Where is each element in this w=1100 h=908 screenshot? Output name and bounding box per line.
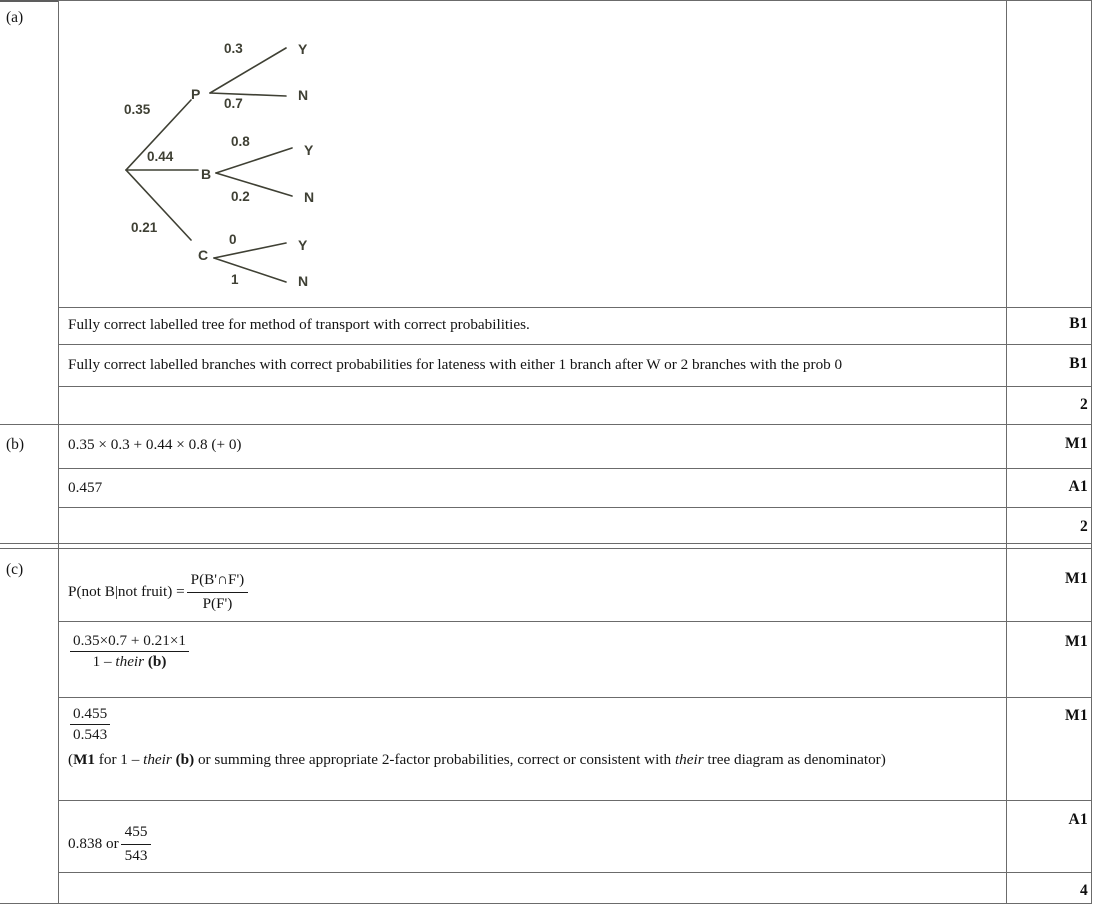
row-c1-fraction bbox=[187, 570, 249, 614]
row-b2-mark: A1 bbox=[1068, 478, 1088, 495]
row-c2-denominator bbox=[70, 652, 189, 671]
border-bottom bbox=[0, 903, 1092, 904]
branch-p-to-n bbox=[210, 93, 286, 96]
row-a2-text: Fully correct labelled branches with correct probabilities for lateness with either 1 branch after W or 2 branches with the prob 0 bbox=[68, 356, 843, 373]
row-b1-mark: M1 bbox=[1065, 435, 1088, 452]
tree-prob-b-y: 0.8 bbox=[231, 134, 250, 149]
row-c3-note bbox=[68, 750, 988, 771]
row-c2-den-post: (b) bbox=[144, 653, 167, 670]
border-top-main bbox=[58, 0, 1092, 1]
rule-c-total-top bbox=[58, 872, 1092, 873]
rule-c-r3-top bbox=[58, 697, 1092, 698]
row-c1-mark: M1 bbox=[1065, 570, 1088, 587]
tree-prob-b-n: 0.2 bbox=[231, 189, 250, 204]
row-b-total-mark: 2 bbox=[1079, 518, 1088, 535]
tree-node-b: B bbox=[201, 166, 212, 182]
row-a-total-mark: 2 bbox=[1079, 396, 1088, 413]
rule-a-r1-top bbox=[58, 307, 1092, 308]
tree-node-c: C bbox=[198, 247, 209, 263]
row-c3-note-their2: their bbox=[674, 751, 704, 768]
row-c-total-mark: 4 bbox=[1079, 882, 1088, 899]
tree-prob-c-n: 1 bbox=[231, 272, 239, 287]
row-b2-answer: 0.457 bbox=[68, 479, 103, 496]
tree-prob-root-c: 0.21 bbox=[131, 220, 158, 235]
row-c2-mark: M1 bbox=[1065, 633, 1088, 650]
row-c1-lhs: P(not B|not fruit) = bbox=[68, 582, 185, 600]
row-c3-denominator: 0.543 bbox=[73, 726, 108, 743]
row-c1-fraction-denominator: P(F') bbox=[202, 594, 233, 612]
row-c1-formula bbox=[68, 570, 250, 614]
row-c2-den-their: their bbox=[115, 653, 145, 670]
row-c4-answer bbox=[68, 822, 153, 866]
row-c3-note-pre: ( bbox=[68, 751, 74, 768]
tree-prob-p-n: 0.7 bbox=[224, 96, 243, 111]
row-c3-note-mid4: tree diagram as denominator) bbox=[703, 751, 886, 768]
row-c3-note-mid1: for 1 – bbox=[95, 751, 144, 768]
rule-b-r2-top bbox=[58, 468, 1092, 469]
branch-b-to-y bbox=[216, 148, 292, 173]
tree-prob-c-y: 0 bbox=[229, 232, 237, 247]
tree-leaf-p-n: N bbox=[298, 87, 309, 103]
row-c3-numerator: 0.455 bbox=[70, 705, 110, 725]
row-a2-mark: B1 bbox=[1069, 355, 1088, 372]
row-c2-den-pre: 1 – bbox=[92, 653, 116, 670]
tree-prob-root-p: 0.35 bbox=[124, 102, 151, 117]
rule-c-r2-top bbox=[58, 621, 1092, 622]
branch-b-to-n bbox=[216, 173, 292, 196]
part-label-a: (a) bbox=[6, 9, 24, 26]
row-c3-fraction bbox=[70, 705, 110, 744]
row-c3-note-m1: M1 bbox=[73, 751, 95, 768]
row-c3-note-b: (b) bbox=[175, 751, 195, 768]
rule-section-b-c-upper bbox=[0, 543, 1092, 544]
tree-prob-root-b: 0.44 bbox=[147, 149, 174, 164]
rule-b-total-top bbox=[58, 507, 1092, 508]
row-c4-prefix: 0.838 or bbox=[68, 834, 119, 852]
row-c3-note-mid3: or summing three appropriate 2-factor probabilities, correct or consistent with bbox=[194, 751, 675, 768]
rule-section-b-c-lower bbox=[0, 548, 1092, 549]
row-c4-fraction bbox=[121, 822, 152, 866]
border-top-left bbox=[0, 0, 58, 2]
rule-a-r2-top bbox=[58, 344, 1092, 345]
tree-leaf-b-n: N bbox=[304, 189, 315, 205]
part-label-b: (b) bbox=[6, 436, 25, 453]
row-c4-numerator: 455 bbox=[121, 822, 152, 845]
row-c4-mark: A1 bbox=[1068, 811, 1088, 828]
row-c2-numerator: 0.35×0.7 + 0.21×1 bbox=[70, 632, 189, 652]
row-c3-note-their1: their bbox=[143, 751, 172, 768]
row-b1-expression: 0.35 × 0.3 + 0.44 × 0.8 (+ 0) bbox=[68, 436, 242, 453]
border-right-outer bbox=[1091, 0, 1092, 903]
part-label-c: (c) bbox=[6, 561, 24, 578]
row-a1-text: Fully correct labelled tree for method of transport with correct probabilities. bbox=[68, 316, 530, 333]
tree-prob-p-y: 0.3 bbox=[224, 41, 243, 56]
row-c2-fraction bbox=[70, 632, 189, 671]
border-col-part bbox=[58, 0, 59, 903]
rule-c-r4-top bbox=[58, 800, 1092, 801]
row-c3-mark: M1 bbox=[1065, 707, 1088, 724]
row-c1-fraction-numerator: P(B'∩F') bbox=[187, 570, 249, 593]
branch-p-to-y bbox=[210, 48, 286, 93]
tree-branches-svg bbox=[58, 0, 458, 307]
tree-leaf-p-y: Y bbox=[298, 41, 308, 57]
tree-node-p: P bbox=[191, 86, 201, 102]
row-c4-denominator: 543 bbox=[124, 846, 148, 864]
rule-section-a-b bbox=[0, 424, 1092, 425]
border-col-marks bbox=[1006, 0, 1007, 903]
tree-leaf-c-y: Y bbox=[298, 237, 308, 253]
branch-c-to-n bbox=[214, 258, 286, 282]
rule-a-total-top bbox=[58, 386, 1092, 387]
row-a1-mark: B1 bbox=[1069, 315, 1088, 332]
branch-c-to-y bbox=[214, 243, 286, 258]
probability-tree-diagram bbox=[58, 0, 458, 307]
tree-leaf-b-y: Y bbox=[304, 142, 314, 158]
tree-leaf-c-n: N bbox=[298, 273, 309, 289]
